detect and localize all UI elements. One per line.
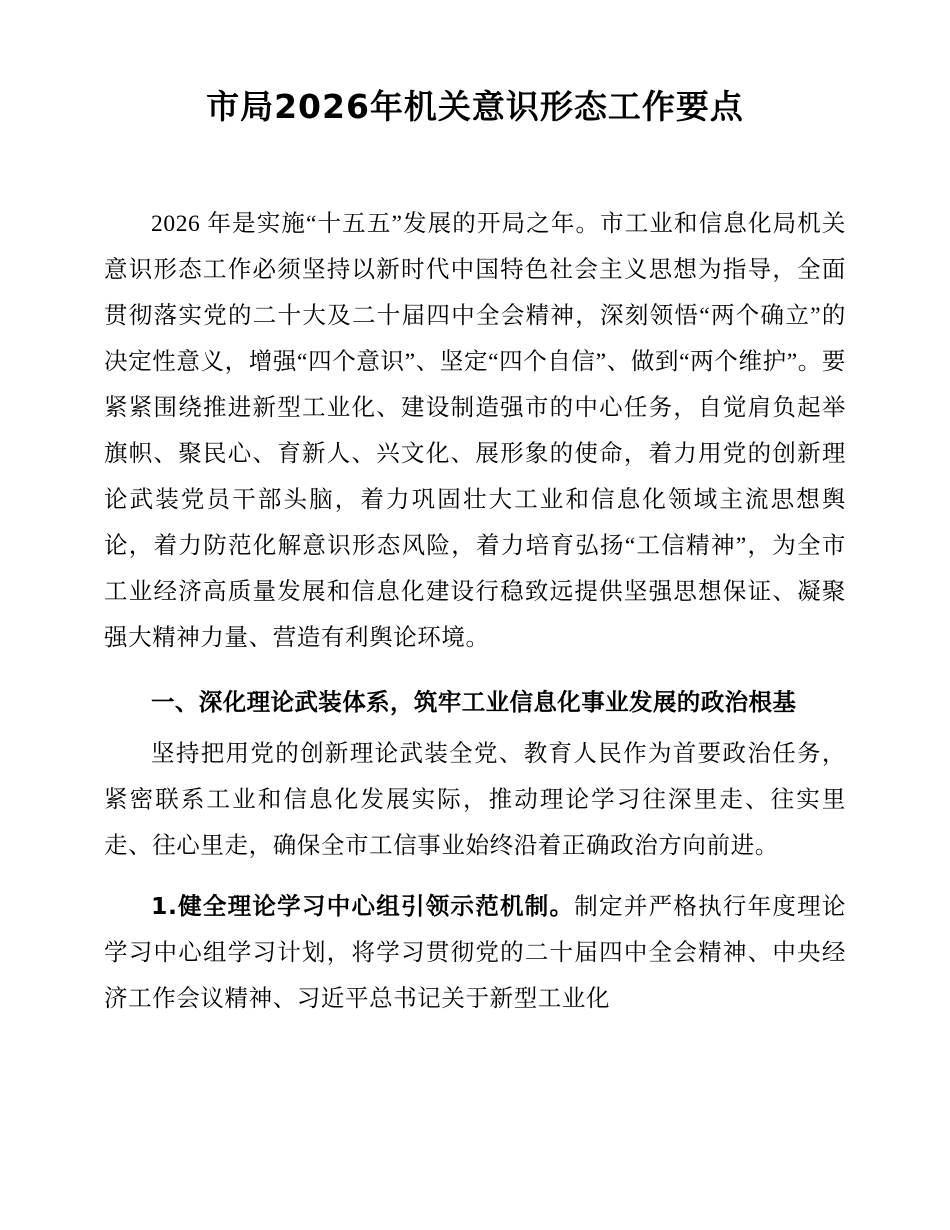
intro-paragraph: 2026 年是实施“十五五”发展的开局之年。市工业和信息化局机关意识形态工作必须坚持以新时代中国特色社会主义思想为指导，全面贯彻落实党的二十大及二十届四中全会精神，深刻领悟“两个确立”的决定性意义，增强“四个意识”、坚定“四个自信”、做到“两个维护”。要紧紧围绕推进新型工业化、建设制造强市的中心任务，自觉肩负起举旗帜、聚民心、育新人、兴文化、展形象的使命，着力用党的创新理论武装党员干部头脑，着力巩固壮大工业和信息化领域主流思想舆论，着力防范化解意识形态风险，着力培育弘扬“工信精神”，为全市工业经济高质量发展和信息化建设行稳致远提供坚强思想保证、凝聚强大精神力量、营造有利舆论环境。 bbox=[104, 210, 846, 651]
section-heading-1: 一、深化理论武装体系，筑牢工业信息化事业发展的政治根基 bbox=[151, 687, 797, 716]
page-title: 市局2026年机关意识形态工作要点 bbox=[206, 87, 744, 126]
numbered-item-1-text: 制定并严格执行年度理论学习中心组学习计划，将学习贯彻党的二十届四中全会精神、中央经济工作会议精神、习近平总书记关于新型工业化 bbox=[104, 893, 846, 1012]
section-1-paragraph: 坚持把用党的创新理论武装全党、教育人民作为首要政治任务，紧密联系工业和信息化发展实际，推动理论学习往深里走、往实里走、往心里走，确保全市工信事业始终沿着正确政治方向前进。 bbox=[104, 740, 846, 859]
numbered-item-1-lead: 1.健全理论学习中心组引领示范机制。 bbox=[151, 891, 575, 920]
numbered-item-1 bbox=[104, 883, 846, 1022]
